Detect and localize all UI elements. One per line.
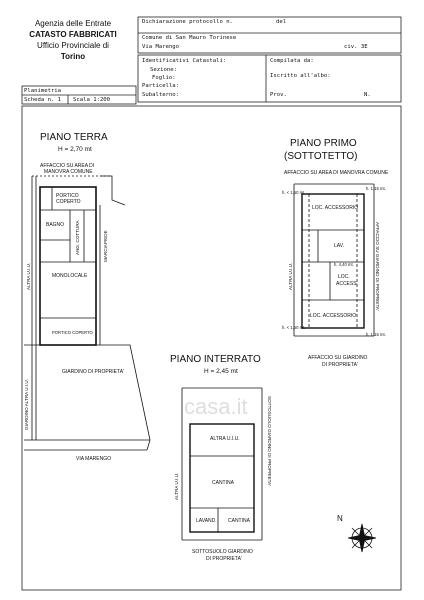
watermark-logo: casa.it: [184, 394, 248, 419]
piano-terra-title: PIANO TERRA: [40, 132, 108, 143]
ufficio-city: Torino: [60, 52, 86, 61]
piano-primo-walls: [302, 194, 364, 328]
piano-interrato-title: PIANO INTERRATO: [170, 354, 261, 365]
pp-loc-label: LOC.: [338, 274, 350, 280]
pi-altra-uiu-left: ALTRA U.I.U.: [174, 472, 179, 500]
north-label: N: [337, 514, 343, 523]
sezione-label: Sezione:: [150, 67, 177, 73]
portico-label-1: PORTICO: [56, 193, 79, 199]
pp-loc-accessorio-bottom: LOC. ACCESSORIO: [310, 313, 357, 319]
iscritto-label: Iscritto all'albo:: [270, 73, 331, 79]
pp-loc-accessorio-top: LOC. ACCESSORIO: [312, 205, 359, 211]
pp-h-top-left: h. < 1,50 mt.: [282, 190, 306, 195]
pt-altra-uiu: ALTRA U.I.U.: [26, 262, 31, 290]
scheda-label: Scheda n. 1: [24, 97, 62, 103]
pp-affaccio-giardino: AFFACCIO SU GIARDINO DI PROPRIETA': [375, 222, 380, 311]
scala-label: Scala 1:200: [73, 97, 111, 103]
monolocale-label: MONOLOCALE: [52, 273, 88, 279]
pp-affaccio-top: AFFACCIO SU AREA DI MANOVRA COMUNE: [284, 170, 389, 176]
pt-giardino-altra: GIARDINO ALTRA U.I.U.: [24, 379, 29, 430]
pp-h-bottom-right: h. 1,15 mt.: [366, 332, 386, 337]
pi-altra-uiu-top: ALTRA U.I.U.: [210, 436, 240, 442]
compass-rose-icon: [348, 524, 376, 552]
planimetria-label: Planimetria: [24, 88, 62, 94]
bagno-label: BAGNO: [46, 222, 65, 228]
pp-access-label: ACCESS.: [336, 281, 358, 287]
piano-terra-walls: [40, 187, 96, 345]
pi-sottosuolo-bottom-1: SOTTOSUOLO GIARDINO: [192, 549, 253, 555]
identificativi-label: Identificativi Catastali:: [142, 58, 227, 64]
pt-affaccio-line1: AFFACCIO SU AREA DI: [40, 163, 95, 169]
pt-giardino-label: GIARDINO DI PROPRIETA': [62, 369, 124, 375]
comune-label: Comune di San Mauro Torinese: [142, 35, 237, 41]
civico-label: civ. 3E: [344, 44, 368, 50]
subalterno-label: Subalterno:: [142, 92, 180, 98]
prov-label: Prov.: [270, 92, 287, 98]
pp-altra-uiu: ALTRA U.I.U.: [288, 262, 293, 290]
pi-sottosuolo-right: SOTTOSUOLO GIARDINO DI PROPRIETA': [267, 396, 272, 487]
pi-lavand: LAVAND.: [196, 518, 217, 524]
pp-lav: LAV.: [334, 243, 345, 249]
cottura-label: ANG. COTTURA: [75, 220, 80, 255]
via-label: Via Marengo: [142, 44, 180, 50]
portico-bottom-label: PORTICO COPERTO: [52, 330, 93, 335]
ufficio-line: Ufficio Provinciale di: [37, 41, 109, 50]
pi-sottosuolo-bottom-2: DI PROPRIETA': [206, 556, 242, 562]
portico-label-2: COPERTO: [56, 199, 81, 205]
pi-cantina-mid: CANTINA: [212, 480, 234, 486]
pp-affaccio-bottom-2: DI PROPRIETA': [322, 362, 358, 368]
piano-interrato-height: H = 2,45 mt: [204, 368, 238, 375]
via-marengo-label: VIA MARENGO: [76, 456, 112, 462]
piano-primo-subtitle: (SOTTOTETTO): [284, 151, 358, 162]
catasto-title: CATASTO FABBRICATI: [29, 30, 117, 39]
pp-h-mid: h. 4,40 mt.: [334, 262, 354, 267]
dichiarazione-label: Dichiarazione protocollo n.: [142, 19, 233, 25]
piano-primo-title: PIANO PRIMO: [290, 138, 357, 149]
marciapiede-label: MARCIAPIEDE: [103, 230, 108, 262]
del-label: del: [276, 19, 287, 25]
n-label: N.: [364, 92, 371, 98]
piano-terra-height: H = 2,70 mt: [58, 146, 92, 153]
agency-name: Agenzia delle Entrate: [34, 19, 112, 28]
pp-h-bottom-left: h. < 1,50 mt.: [282, 325, 306, 330]
foglio-label: Foglio:: [152, 75, 176, 81]
pp-h-top-right: h. 1,15 mt.: [366, 186, 386, 191]
agency-block: [18, 18, 128, 62]
pp-affaccio-bottom-1: AFFACCIO SU GIARDINO: [308, 355, 368, 361]
pi-cantina-small: CANTINA: [228, 518, 250, 524]
pt-affaccio-line2: MANOVRA COMUNE: [44, 169, 93, 175]
particella-label: Particella:: [142, 83, 180, 89]
compilata-label: Compilata da:: [270, 58, 314, 64]
